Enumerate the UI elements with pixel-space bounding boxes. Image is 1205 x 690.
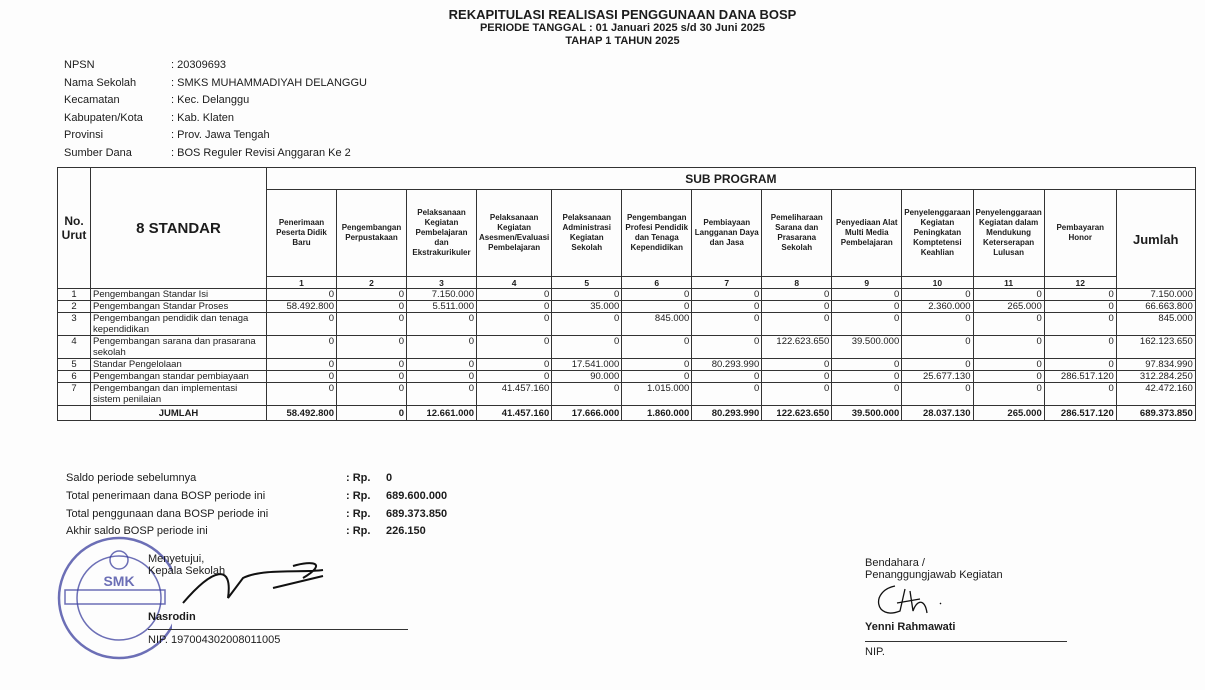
standard-name: Pengembangan dan implementasi sistem penilaian [91, 383, 267, 406]
treasurer-name: Yenni Rahmawati [865, 621, 956, 633]
column-number: 3 [407, 277, 477, 289]
total-amount: 80.293.990 [692, 406, 762, 421]
principal-signature-icon [173, 558, 333, 608]
report-title: REKAPITULASI REALISASI PENGGUNAAN DANA BOSP [448, 7, 797, 22]
amount-cell: 0 [337, 301, 407, 313]
column-header: Pembiayaan Langganan Daya dan Jasa [692, 190, 762, 277]
info-label: Provinsi [64, 129, 104, 142]
amount-cell: 0 [762, 383, 832, 406]
amount-cell: 0 [692, 336, 762, 359]
total-amount: 1.860.000 [622, 406, 692, 421]
amount-cell: 17.541.000 [552, 359, 622, 371]
jumlah-header: Jumlah [1116, 190, 1195, 289]
column-header: Pengembangan Perpustakaan [337, 190, 407, 277]
amount-cell: 0 [1044, 359, 1116, 371]
principal-signature-block [148, 553, 408, 646]
total-label: JUMLAH [91, 406, 267, 421]
summary-label: Total penggunaan dana BOSP periode ini [66, 507, 269, 520]
table-row [58, 359, 1196, 371]
column-number: 4 [477, 277, 552, 289]
info-value: : Prov. Jawa Tengah [171, 129, 270, 142]
amount-cell: 0 [692, 289, 762, 301]
amount-cell: 0 [1044, 383, 1116, 406]
info-row [64, 129, 367, 147]
total-row [58, 406, 1196, 421]
amount-cell: 0 [407, 383, 477, 406]
amount-cell: 0 [552, 336, 622, 359]
info-row [64, 112, 367, 130]
principal-nip: NIP. 197004302008011005 [148, 629, 408, 646]
amount-cell: 0 [267, 371, 337, 383]
column-number: 11 [973, 277, 1044, 289]
amount-cell: 35.000 [552, 301, 622, 313]
principal-title: Kepala Sekolah [148, 565, 226, 577]
amount-cell: 0 [832, 359, 902, 371]
grand-total: 689.373.850 [1116, 406, 1195, 421]
row-number: 6 [58, 371, 91, 383]
table-row [58, 313, 1196, 336]
amount-cell: 0 [762, 301, 832, 313]
amount-cell: 845.000 [622, 313, 692, 336]
column-number: 5 [552, 277, 622, 289]
standard-name: Pengembangan standar pembiayaan [91, 371, 267, 383]
row-total: 97.834.990 [1116, 359, 1195, 371]
info-value: : BOS Reguler Revisi Anggaran Ke 2 [171, 146, 351, 159]
standard-name: Pengembangan Standar Proses [91, 301, 267, 313]
amount-cell: 5.511.000 [407, 301, 477, 313]
amount-cell: 0 [337, 313, 407, 336]
amount-cell: 0 [1044, 313, 1116, 336]
total-amount: 122.623.650 [762, 406, 832, 421]
summary-value: 226.150 [386, 525, 426, 538]
total-amount: 17.666.000 [552, 406, 622, 421]
standard-name: Pengembangan Standar Isi [91, 289, 267, 301]
row-total: 42.472.160 [1116, 383, 1195, 406]
info-label: NPSN [64, 59, 95, 71]
total-amount: 28.037.130 [902, 406, 973, 421]
report-stage: TAHAP 1 TAHUN 2025 [565, 35, 680, 47]
currency-prefix: : Rp. [346, 525, 371, 538]
amount-cell: 0 [692, 383, 762, 406]
total-amount: 286.517.120 [1044, 406, 1116, 421]
table-row [58, 383, 1196, 406]
amount-cell: 0 [407, 371, 477, 383]
amount-cell: 0 [762, 371, 832, 383]
standard-name: Standar Pengelolaan [91, 359, 267, 371]
total-amount: 0 [337, 406, 407, 421]
column-header: Penyelenggaraan Kegiatan dalam Mendukung Keterserapan Lulusan [973, 190, 1044, 277]
amount-cell: 0 [762, 313, 832, 336]
amount-cell: 1.015.000 [622, 383, 692, 406]
table-row [58, 289, 1196, 301]
treasurer-signature-icon [865, 581, 965, 621]
summary-label: Akhir saldo BOSP periode ini [66, 525, 208, 538]
currency-prefix: : Rp. [346, 472, 371, 484]
info-label: Nama Sekolah [64, 76, 137, 89]
treasurer-role: Penanggungjawab Kegiatan [865, 569, 1003, 581]
column-header: Pelaksanaan Administrasi Kegiatan Sekolah [552, 190, 622, 277]
table-row [58, 371, 1196, 383]
row-total: 66.663.800 [1116, 301, 1195, 313]
summary-value: 689.600.000 [386, 489, 448, 502]
amount-cell: 0 [762, 359, 832, 371]
summary-value: 0 [386, 472, 393, 484]
amount-cell: 0 [552, 313, 622, 336]
info-value: : 20309693 [171, 59, 227, 71]
amount-cell: 0 [337, 289, 407, 301]
row-number: 2 [58, 301, 91, 313]
amount-cell: 0 [477, 371, 552, 383]
amount-cell: 0 [622, 289, 692, 301]
table-row [58, 301, 1196, 313]
amount-cell: 0 [973, 289, 1044, 301]
svg-text:SMK: SMK [103, 573, 135, 589]
total-amount: 41.457.160 [477, 406, 552, 421]
report-title-block [0, 7, 1205, 48]
amount-cell: 0 [692, 371, 762, 383]
amount-cell: 0 [1044, 289, 1116, 301]
info-label: Kabupaten/Kota [64, 111, 143, 124]
column-number: 9 [832, 277, 902, 289]
amount-cell: 0 [902, 289, 973, 301]
amount-cell: 90.000 [552, 371, 622, 383]
amount-cell: 41.457.160 [477, 383, 552, 406]
amount-cell: 0 [622, 336, 692, 359]
standar-header: 8 STANDAR [91, 168, 267, 289]
amount-cell: 0 [477, 313, 552, 336]
school-info [64, 59, 367, 165]
info-row [64, 59, 367, 77]
info-row [64, 77, 367, 95]
column-number: 7 [692, 277, 762, 289]
table-row [58, 336, 1196, 359]
amount-cell: 80.293.990 [692, 359, 762, 371]
column-header: Pengembangan Profesi Pendidik dan Tenaga Kependidikan [622, 190, 692, 277]
amount-cell: 0 [622, 371, 692, 383]
amount-cell: 0 [337, 371, 407, 383]
standard-name: Pengembangan pendidik dan tenaga kependidikan [91, 313, 267, 336]
currency-prefix: : Rp. [346, 489, 371, 502]
amount-cell: 0 [692, 313, 762, 336]
info-value: : Kec. Delanggu [171, 94, 250, 107]
column-header: Penyelenggaraan Kegiatan Peningkatan Komptetensi Keahlian [902, 190, 973, 277]
total-amount: 12.661.000 [407, 406, 477, 421]
info-row [64, 94, 367, 112]
amount-cell: 0 [477, 336, 552, 359]
row-total: 845.000 [1116, 313, 1195, 336]
column-header: Penyediaan Alat Multi Media Pembelajaran [832, 190, 902, 277]
amount-cell: 0 [973, 383, 1044, 406]
column-number: 8 [762, 277, 832, 289]
treasurer-title: Bendahara / [865, 557, 925, 569]
amount-cell: 0 [337, 359, 407, 371]
column-number: 12 [1044, 277, 1116, 289]
amount-cell: 0 [477, 301, 552, 313]
column-number: 1 [267, 277, 337, 289]
info-row [64, 147, 367, 165]
amount-cell: 0 [832, 301, 902, 313]
amount-cell: 0 [477, 359, 552, 371]
amount-cell: 0 [1044, 301, 1116, 313]
amount-cell: 0 [692, 301, 762, 313]
amount-cell: 0 [267, 359, 337, 371]
amount-cell: 0 [477, 289, 552, 301]
summary-label: Saldo periode sebelumnya [66, 472, 197, 484]
total-amount: 265.000 [973, 406, 1044, 421]
amount-cell: 0 [832, 313, 902, 336]
no-urut-header: No. Urut [58, 168, 91, 289]
amount-cell: 0 [407, 313, 477, 336]
amount-cell: 0 [622, 301, 692, 313]
summary-value: 689.373.850 [386, 507, 448, 520]
info-value: : Kab. Klaten [171, 111, 234, 124]
treasurer-signature-block [865, 557, 1067, 658]
amount-cell: 0 [337, 336, 407, 359]
column-number: 2 [337, 277, 407, 289]
amount-cell: 0 [973, 359, 1044, 371]
sub-program-header: SUB PROGRAM [267, 168, 1196, 190]
info-value: : SMKS MUHAMMADIYAH DELANGGU [171, 76, 367, 89]
amount-cell: 0 [902, 313, 973, 336]
amount-cell: 122.623.650 [762, 336, 832, 359]
amount-cell: 0 [902, 383, 973, 406]
amount-cell: 0 [973, 371, 1044, 383]
row-number: 5 [58, 359, 91, 371]
amount-cell: 39.500.000 [832, 336, 902, 359]
amount-cell: 0 [407, 336, 477, 359]
amount-cell: 0 [902, 336, 973, 359]
row-number: 1 [58, 289, 91, 301]
currency-prefix: : Rp. [346, 507, 371, 520]
amount-cell: 7.150.000 [407, 289, 477, 301]
standard-name: Pengembangan sarana dan prasarana sekolah [91, 336, 267, 359]
summary-row [66, 490, 447, 508]
amount-cell: 2.360.000 [902, 301, 973, 313]
amount-cell: 0 [552, 383, 622, 406]
info-label: Sumber Dana [64, 146, 132, 159]
amount-cell: 0 [267, 313, 337, 336]
amount-cell: 0 [973, 313, 1044, 336]
principal-name: Nasrodin [148, 611, 196, 623]
report-period: PERIODE TANGGAL : 01 Januari 2025 s/d 30 Juni 2025 [479, 22, 766, 34]
total-empty [58, 406, 91, 421]
amount-cell: 0 [407, 359, 477, 371]
total-amount: 39.500.000 [832, 406, 902, 421]
row-number: 3 [58, 313, 91, 336]
amount-cell: 0 [267, 336, 337, 359]
row-number: 4 [58, 336, 91, 359]
amount-cell: 0 [337, 383, 407, 406]
budget-table [57, 167, 1196, 421]
amount-cell: 58.492.800 [267, 301, 337, 313]
amount-cell: 265.000 [973, 301, 1044, 313]
info-label: Kecamatan [64, 94, 120, 107]
amount-cell: 0 [902, 359, 973, 371]
column-number: 6 [622, 277, 692, 289]
column-header: Pelaksanaan Kegiatan Pembelajaran dan Ekstrakurikuler [407, 190, 477, 277]
summary-row [66, 472, 447, 490]
column-header: Penerimaan Peserta Didik Baru [267, 190, 337, 277]
row-number: 7 [58, 383, 91, 406]
amount-cell: 0 [622, 359, 692, 371]
amount-cell: 0 [762, 289, 832, 301]
amount-cell: 0 [267, 289, 337, 301]
amount-cell: 0 [552, 289, 622, 301]
column-header: Pemeliharaan Sarana dan Prasarana Sekolah [762, 190, 832, 277]
amount-cell: 0 [832, 383, 902, 406]
amount-cell: 25.677.130 [902, 371, 973, 383]
row-total: 312.284.250 [1116, 371, 1195, 383]
amount-cell: 0 [1044, 336, 1116, 359]
amount-cell: 0 [267, 383, 337, 406]
amount-cell: 0 [973, 336, 1044, 359]
column-header: Pembayaran Honor [1044, 190, 1116, 277]
amount-cell: 0 [832, 289, 902, 301]
column-header: Pelaksanaan Kegiatan Asesmen/Evaluasi Pembelajaran [477, 190, 552, 277]
row-total: 162.123.650 [1116, 336, 1195, 359]
total-amount: 58.492.800 [267, 406, 337, 421]
amount-cell: 286.517.120 [1044, 371, 1116, 383]
summary-label: Total penerimaan dana BOSP periode ini [66, 489, 266, 502]
approval-label: Menyetujui, [148, 553, 205, 565]
amount-cell: 0 [832, 371, 902, 383]
treasurer-nip: NIP. [865, 641, 1067, 658]
row-total: 7.150.000 [1116, 289, 1195, 301]
column-number: 10 [902, 277, 973, 289]
